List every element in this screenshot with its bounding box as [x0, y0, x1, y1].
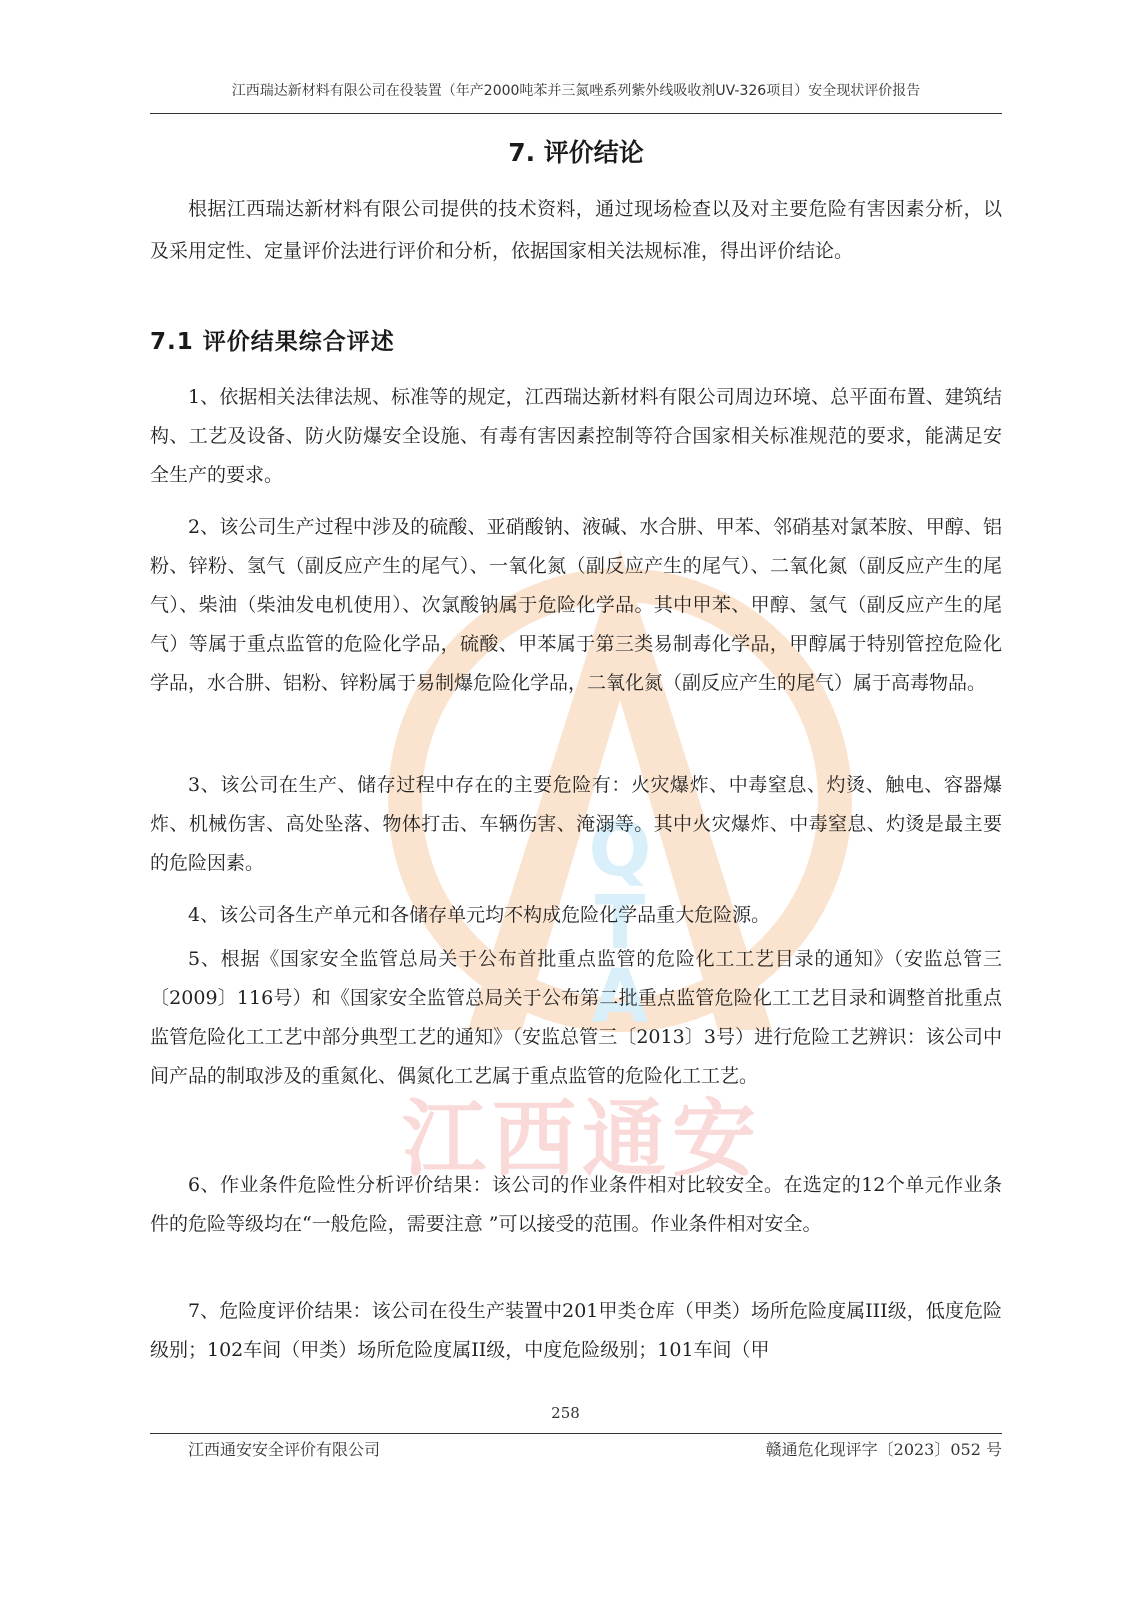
- conclusion-item-6: 6、作业条件危险性分析评价结果：该公司的作业条件相对比较安全。在选定的12个单元作业条件的危险等级均在“一般危险，需要注意 ”可以接受的范围。作业条件相对安全。: [150, 1174, 1002, 1235]
- footer-doc-number: 赣通危化现评字〔2023〕052 号: [765, 1440, 1002, 1459]
- chapter-title: 7. 评价结论: [508, 138, 644, 167]
- conclusion-item-5: 5、根据《国家安全监管总局关于公布首批重点监管的危险化工工艺目录的通知》（安监总管三〔2009〕116号）和《国家安全监管总局关于公布第二批重点监管危险化工工艺目录和调整首批重点监管危险化工工艺中部分典型工艺的通知》（安监总管三〔2013〕3号）进行危险工艺辨识：该公司中间产品的制取涉及的重氮化、偶氮化工艺属于重点监管的危险化工工艺。: [150, 948, 1002, 1087]
- watermark-letter-t: T: [594, 880, 646, 966]
- section-title: 7.1 评价结果综合评述: [150, 329, 395, 355]
- conclusion-item-3: 3、该公司在生产、储存过程中存在的主要危险有：火灾爆炸、中毒窒息、灼烫、触电、容器爆炸、机械伤害、高处坠落、物体打击、车辆伤害、淹溺等。其中火灾爆炸、中毒窒息、灼烫是最主要的危险因素。: [150, 774, 1002, 874]
- conclusion-item-1: 1、依据相关法律法规、标准等的规定，江西瑞达新材料有限公司周边环境、总平面布置、建筑结构、工艺及设备、防火防爆安全设施、有毒有害因素控制等符合国家相关标准规范的要求，能满足安全生产的要求。: [150, 386, 1002, 486]
- footer-company: 江西通安安全评价有限公司: [188, 1440, 381, 1459]
- conclusion-item-7: 7、危险度评价结果：该公司在役生产装置中201甲类仓库（甲类）场所危险度属III级，低度危险级别；102车间（甲类）场所危险度属II级，中度危险级别；101车间（甲: [150, 1300, 1002, 1361]
- watermark-letter-q: Q: [588, 807, 652, 893]
- page-footer: [150, 1433, 1002, 1459]
- watermark-text: 江西通安: [402, 1090, 763, 1188]
- conclusion-item-4: 4、该公司各生产单元和各储存单元均不构成危险化学品重大危险源。: [188, 904, 771, 926]
- conclusion-item-2: 2、该公司生产过程中涉及的硫酸、亚硝酸钠、液碱、水合肼、甲苯、邻硝基对氯苯胺、甲醇、铝粉、锌粉、氢气（副反应产生的尾气）、一氧化氮（副反应产生的尾气）、二氧化氮（副反应产生的尾气）、柴油（柴油发电机使用）、次氯酸钠属于危险化学品。其中甲苯、甲醇、氢气（副反应产生的尾气）等属于重点监管的危险化学品，硫酸、甲苯属于第三类易制毒化学品，甲醇属于特别管控危险化学品，水合肼、铝粉、锌粉属于易制爆危险化学品，二氧化氮（副反应产生的尾气）属于高毒物品。: [150, 516, 1002, 694]
- chapter-intro: 根据江西瑞达新材料有限公司提供的技术资料，通过现场检查以及对主要危险有害因素分析，以及采用定性、定量评价法进行评价和分析，依据国家相关法规标准，得出评价结论。: [150, 198, 1002, 262]
- running-header: 江西瑞达新材料有限公司在役装置（年产2000吨苯并三氮唑系列紫外线吸收剂UV-326项目）安全现状评价报告: [150, 80, 1002, 114]
- watermark-letter-a: A: [591, 954, 649, 1040]
- page-number: 258: [551, 1404, 580, 1422]
